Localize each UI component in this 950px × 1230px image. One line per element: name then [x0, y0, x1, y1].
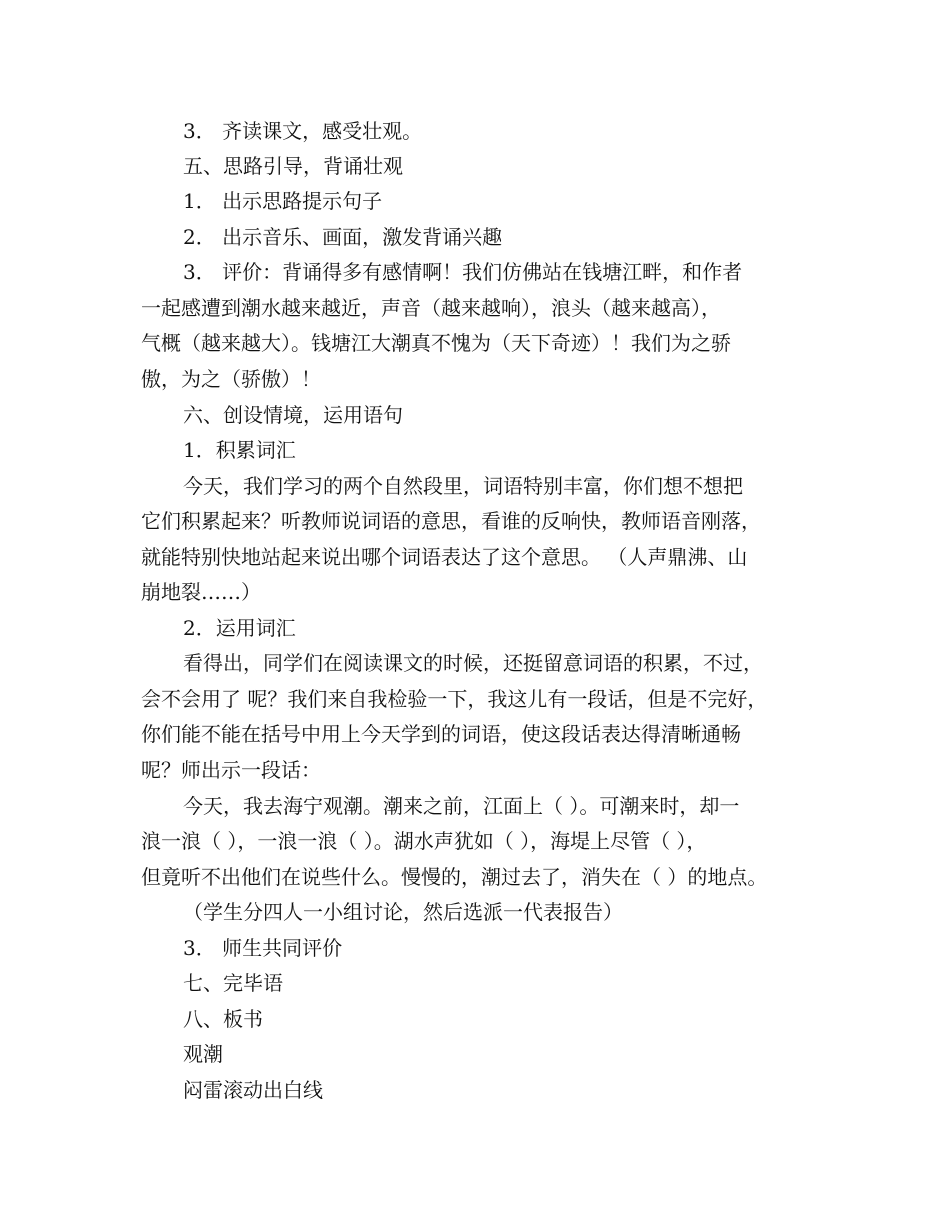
paragraph-line: 1． 出示思路提示句子: [183, 189, 383, 213]
paragraph-line: 3． 齐读课文，感受壮观。: [183, 119, 423, 143]
section-heading: 六、创设情境，运用语句: [183, 403, 403, 427]
paragraph-line: 会不会用了 呢？我们来自我检验一下，我这儿有一段话，但是不完好，: [141, 687, 768, 711]
paragraph-line: 气概（越来越大）。钱塘江大潮真不愧为（天下奇迹）！我们为之骄: [141, 331, 731, 355]
paragraph-line: 3． 师生共同评价: [183, 936, 343, 960]
paragraph-line: 一起感遭到潮水越来越近，声音（越来越响），浪头（越来越高），: [141, 296, 721, 320]
paragraph-line: 傲，为之（骄傲）！: [141, 367, 321, 391]
paragraph-line: 浪一浪（ ），一浪一浪（ ）。湖水声犹如（ ），海堤上尽管（ ），: [141, 829, 707, 853]
paragraph-line: 你们能不能在括号中用上今天学到的词语，使这段话表达得清晰通畅: [141, 722, 741, 746]
paragraph-line: 它们积累起来？听教师说词语的意思，看谁的反响快，教师语音刚落，: [141, 509, 761, 533]
section-heading: 五、思路引导，背诵壮观: [183, 154, 403, 178]
paragraph-line: 呢？师出示一段话：: [141, 758, 321, 782]
paragraph-line: 闷雷滚动出白线: [183, 1078, 323, 1102]
section-heading: 七、完毕语: [183, 971, 283, 995]
paragraph-line: 就能特别快地站起来说出哪个词语表达了这个意思。 （人声鼎沸、山: [141, 545, 748, 569]
section-heading: 八、板书: [183, 1007, 263, 1031]
paragraph-line: 但竟听不出他们在说些什么。慢慢的，潮过去了，消失在（ ）的地点。: [141, 865, 768, 889]
paragraph-line: （学生分四人一小组讨论，然后选派一代表报告）: [183, 900, 623, 924]
paragraph-line: 崩地裂……）: [141, 580, 261, 604]
paragraph-line: 2．运用词汇: [183, 616, 296, 640]
paragraph-line: 今天，我去海宁观潮。潮来之前，江面上（ ）。可潮来时，却一: [183, 794, 740, 818]
paragraph-line: 3． 评价：背诵得多有感情啊！我们仿佛站在钱塘江畔，和作者: [183, 260, 743, 284]
paragraph-line: 1．积累词汇: [183, 438, 296, 462]
paragraph-line: 今天，我们学习的两个自然段里，词语特别丰富，你们想不想把: [183, 474, 743, 498]
paragraph-line: 观潮: [183, 1042, 223, 1066]
paragraph-line: 看得出，同学们在阅读课文的时候，还挺留意词语的积累，不过，: [183, 651, 763, 675]
paragraph-line: 2． 出示音乐、画面，激发背诵兴趣: [183, 225, 503, 249]
